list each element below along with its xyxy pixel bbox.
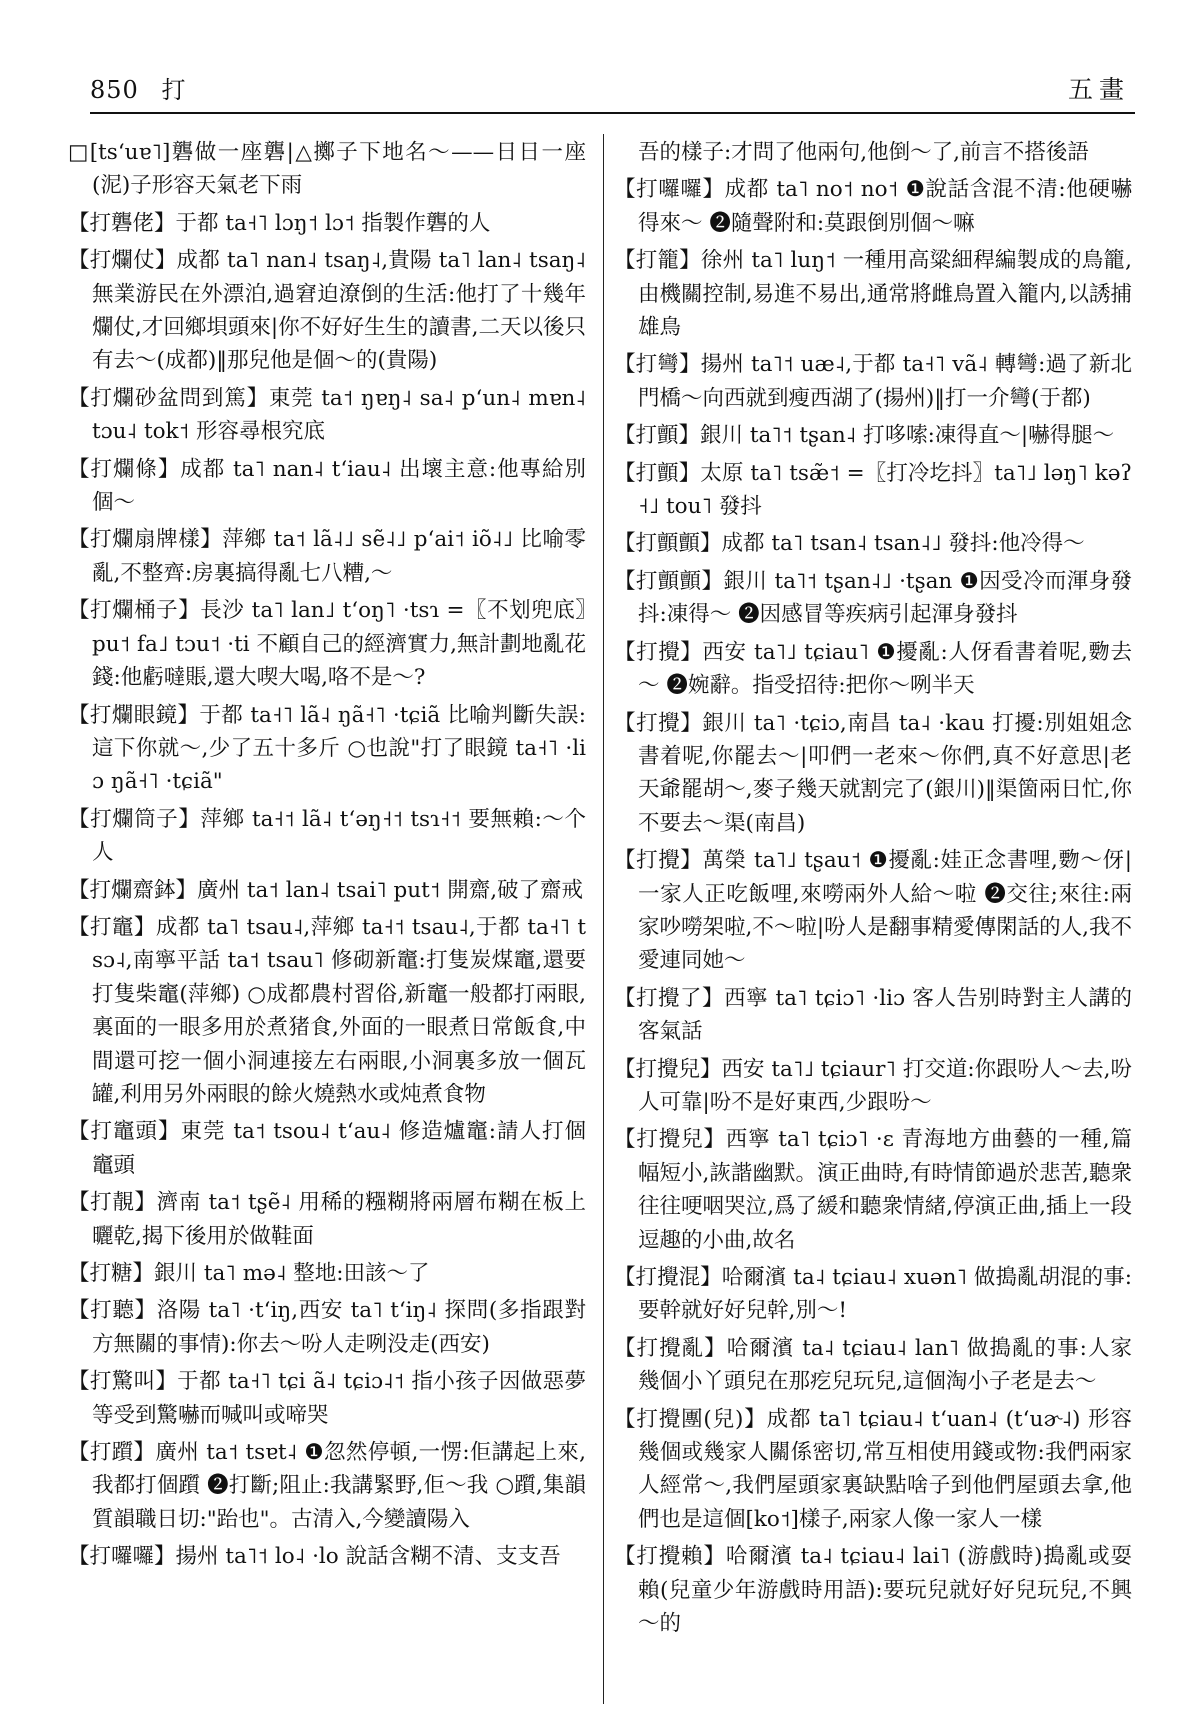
dictionary-entry: 【打爛桶子】長沙 ta˥ lan˩ tʻoŋ˥ ·tsɿ =〖不划兜底〗pu˦ fa˩ tɔu˦ ·ti 不顧自己的經濟實力,無計劃地亂花錢:他虧噠賬,還大喫大喝,咯不是～? xyxy=(68,598,586,691)
dictionary-entry: 【打顫顫】成都 ta˥ tsan˨ tsan˨˩ 發抖:他冷得～ xyxy=(614,531,1085,557)
page-number: 850 xyxy=(90,76,139,104)
section-title: 五畫 xyxy=(1067,75,1130,104)
dictionary-entry: 【打爛扇牌樣】萍鄉 ta˦ lã˨˩ sẽ˨˩ pʻai˦ iõ˨˩ 比喻零亂,不整齊:房裏搞得亂七八糟,～ xyxy=(68,527,586,586)
dictionary-entry: 【打爛筒子】萍鄉 ta˧˦ lã˨ tʻəŋ˧˦ tsɿ˧˦ 要無賴:～个人 xyxy=(68,806,586,866)
dictionary-entry: 【打攪兒】西安 ta˥˩ tɕiaur˥ 打交道:你跟吩人～去,吩人可靠|吩不是好東西,少跟吩～ xyxy=(614,1056,1132,1115)
dictionary-entry: 【打聽】洛陽 ta˥ ·tʻiŋ,西安 ta˥ tʻiŋ˨ 探問(多指跟對方無關的事情):你去～吩人走咧没走(西安) xyxy=(68,1298,586,1357)
page-header xyxy=(90,70,1130,110)
dictionary-entry: 【打攪了】西寧 ta˥ tɕiɔ˥ ·liɔ 客人告别時對主人講的客氣話 xyxy=(614,985,1132,1045)
dictionary-entry: 【打攪賴】哈爾濱 ta˨ tɕiau˨ lai˥ (游戲時)搗亂或耍賴(兒童少年游戲時用語):要玩兒就好好兒玩兒,不興～的 xyxy=(614,1544,1132,1637)
dictionary-entry: 【打糖】銀川 ta˥ mə˨ 整地:田該～了 xyxy=(68,1261,430,1286)
entry-continuation: 吾的樣子:才問了他兩句,他倒～了,前言不搭後語 xyxy=(638,140,1089,165)
header-rule xyxy=(90,112,1135,114)
dictionary-entry: 【打攪兒】西寧 ta˥ tɕiɔ˥ ·ɛ 青海地方曲藝的一種,篇幅短小,詼諧幽默。演正曲時,有時情節過於悲苦,聽衆往往哽咽哭泣,爲了緩和聽衆情緒,停演正曲,插上一段逗趣的小曲,故名 xyxy=(614,1127,1132,1253)
column-divider xyxy=(603,134,604,1704)
dictionary-entry: 【打靚】濟南 ta˦ tʂẽ˨ 用稀的糨糊將兩層布糊在板上曬乾,揭下後用於做鞋面 xyxy=(68,1190,586,1249)
dictionary-entry: 【打彎】揚州 ta˥˦ uæ˨,于都 ta˧˥ vã˨ 轉彎:過了新北門橋～向西就到瘦西湖了(揚州)‖打一介彎(于都) xyxy=(614,352,1132,411)
dictionary-entry: 【打籠】徐州 ta˥ luŋ˦ 一種用高粱細稈編製成的鳥籠,由機關控制,易進不易出,通常將雌鳥置入籠内,以誘捕雄鳥 xyxy=(614,248,1132,341)
dictionary-entry: 【打顫】銀川 ta˥˦ tʂan˨ 打哆嗦:凍得直～|嚇得腿～ xyxy=(614,423,1115,449)
dictionary-entry: 【打礱佬】于都 ta˧˥ lɔŋ˦ lɔ˦ 指製作礱的人 xyxy=(68,210,491,236)
dictionary-entry: 【打爛砂盆問到篤】東莞 ta˦ ŋɐŋ˨ sa˨ pʻun˨ mɐn˨ tɔu˨ tok˦ 形容尋根究底 xyxy=(68,385,586,445)
dictionary-entry: 【打囉囉】揚州 ta˥˦ lo˨ ·lo 說話含糊不清、支支吾 xyxy=(68,1544,561,1570)
dictionary-entry: □[tsʻuɐ˥]礱做一座礱|△擲子下地名～——日日一座(泥)子形容天氣老下雨 xyxy=(68,140,586,199)
header-left xyxy=(90,70,186,105)
dictionary-entry: 【打顫顫】銀川 ta˥˦ tʂan˨˩ ·tʂan ❶因受冷而渾身發抖:凍得～ ❷因感冒等疾病引起渾身發抖 xyxy=(614,568,1132,628)
dictionary-entry: 【打攪混】哈爾濱 ta˨ tɕiau˨ xuən˥ 做搗亂胡混的事:要幹就好好兒幹,別～! xyxy=(614,1265,1132,1324)
dictionary-entry: 【打攪】萬榮 ta˥˩ tʂau˦ ❶擾亂:娃正念書哩,覅～伢|一家人正吃飯哩,來嘮兩外人給～啦 ❷交往;來往:兩家吵嘮架啦,不～啦|吩人是翻事精愛傳閑話的人,我不愛連同她～ xyxy=(614,848,1132,974)
dictionary-entry: 【打爛條】成都 ta˥ nan˨ tʻiau˨ 出壞主意:他專給別個～ xyxy=(68,456,586,516)
dictionary-entry: 【打驚叫】于都 ta˧˥ tɕi ã˨ tɕiɔ˨˦ 指小孩子因做惡夢等受到驚嚇而喊叫或啼哭 xyxy=(68,1369,586,1428)
dictionary-entry: 【打攪】西安 ta˥˩ tɕiau˥ ❶擾亂:人伢看書着呢,覅去～ ❷婉辭。指受招待:把你～咧半天 xyxy=(614,639,1132,699)
header-head-char: 打 xyxy=(161,76,187,104)
dictionary-entry: 【打躓】廣州 ta˦ tsɐt˨ ❶忽然停頓,一愣:佢講起上來,我都打個躓 ❷打斷;阻止:我講緊野,佢～我 ○躓,集韻質韻職日切:"跆也"。古清入,今變讀陽入 xyxy=(68,1440,586,1532)
left-column xyxy=(68,136,586,1578)
dictionary-entry: 【打攪團(兒)】成都 ta˥ tɕiau˨ tʻuan˨ (tʻuɚ˨) 形容幾個或幾家人關係密切,常互相使用錢或物:我們兩家人經常～,我們屋頭家裏缺點啥子到他們屋頭去拿,他們也是這個[ko˦]樣子,兩家人像一家人一樣 xyxy=(614,1406,1132,1532)
dictionary-entry: 【打爛眼鏡】于都 ta˧˥ lã˨ ŋã˧˥ ·tɕiã 比喻判斷失誤:這下你就～,少了五十多斤 ○也說"打了眼鏡 ta˧˥ ·liɔ ŋã˧˥ ·tɕiã" xyxy=(68,702,586,795)
dictionary-entry: 【打竈】成都 ta˥ tsau˨,萍鄉 ta˧˦ tsau˨,于都 ta˧˥ tsɔ˨,南寧平話 ta˦ tsau˥ 修砌新竈:打隻炭煤竈,還要打隻柴竈(萍鄉) ○成都農村習俗,新竈一般都打兩眼,裏面的一眼多用於煮猪食,外面的一眼煮日常飯食,中間還可挖一個小洞連接左右兩眼,小洞裏多放一個瓦罐,利用另外兩眼的餘火燒熱水或炖煮食物 xyxy=(68,914,586,1107)
dictionary-entry: 【打顫】太原 ta˥ tsæ̃˦ =〖打冷圪抖〗ta˥˩ ləŋ˥ kəʔ˧˩ tou˥ 發抖 xyxy=(614,460,1132,520)
dictionary-entry: 【打囉囉】成都 ta˥ no˦ no˦ ❶說話含混不清:他硬嚇得來～ ❷隨聲附和:莫跟倒別個～嘛 xyxy=(614,177,1132,236)
dictionary-entry: 【打爛齋鉢】廣州 ta˦ lan˨ tsai˥ put˦ 開齋,破了齋戒 xyxy=(68,877,584,903)
dictionary-entry: 【打竈頭】東莞 ta˦ tsou˨ tʻau˨ 修造爐竈:請人打個竈頭 xyxy=(68,1119,586,1178)
dictionary-entry: 【打爛仗】成都 ta˥ nan˨ tsaŋ˨,貴陽 ta˥ lan˨ tsaŋ˨ 無業游民在外漂泊,過窘迫潦倒的生活:他打了十幾年爛仗,才回鄉垻頭來|你不好好生生的讀書,二天以後只有去～(成都)‖那兒他是個～的(貴陽) xyxy=(68,248,586,374)
right-column xyxy=(614,136,1132,1644)
dictionary-entry: 【打攪亂】哈爾濱 ta˨ tɕiau˨ lan˥ 做搗亂的事:人家幾個小丫頭兒在那疙兒玩兒,這個淘小子老是去～ xyxy=(614,1335,1132,1395)
dictionary-entry: 【打攪】銀川 ta˥ ·tɕiɔ,南昌 ta˨ ·kau 打擾:別姐姐念書着呢,你罷去～|叩們一老來～你們,真不好意思|老天爺罷胡～,麥子幾天就割完了(銀川)‖渠箇兩日忙,你不要去～渠(南昌) xyxy=(614,710,1132,836)
